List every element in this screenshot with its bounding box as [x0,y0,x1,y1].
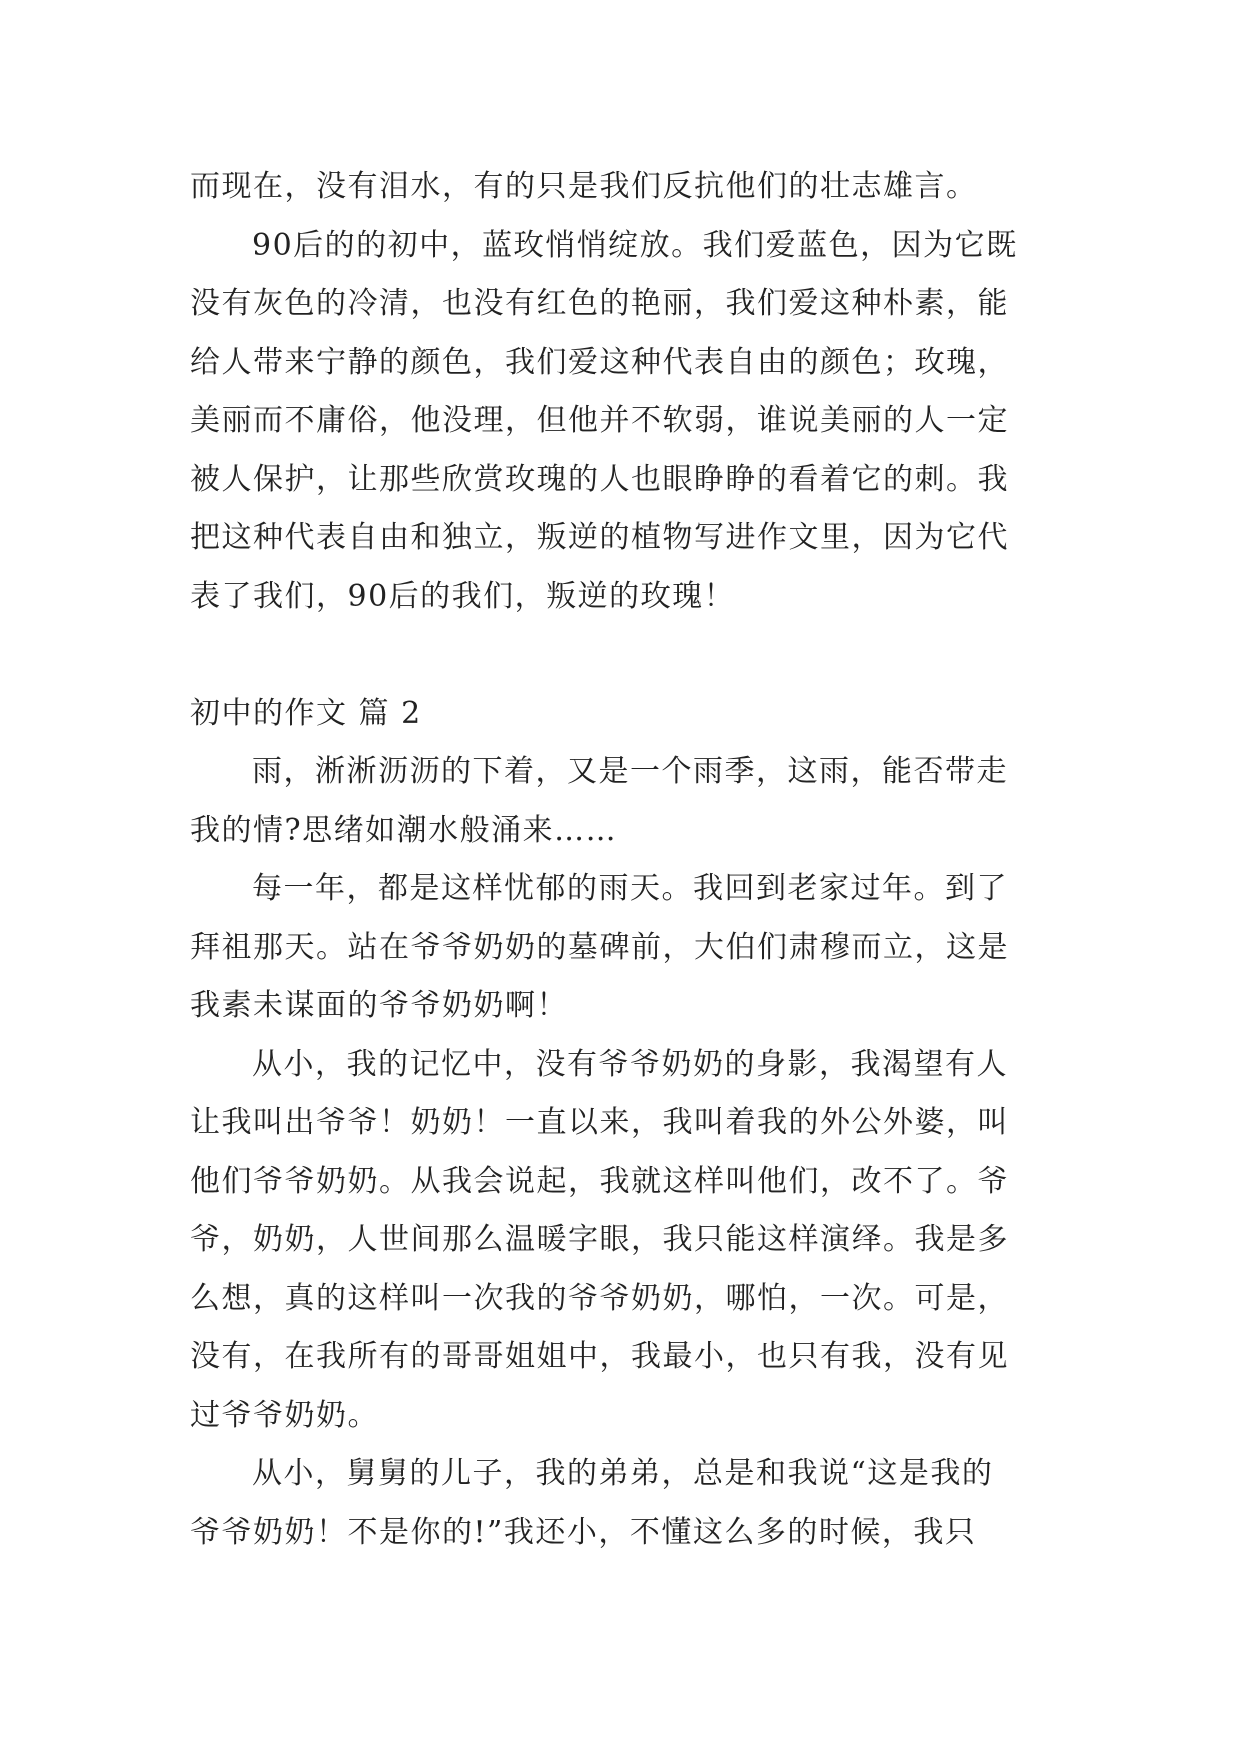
text-line: 过爷爷奶奶。 [190,1397,379,1433]
section-gap [190,626,1060,685]
section-heading: 初中的作文 篇 2 [190,695,422,731]
document-body [190,158,1060,1562]
text-line: 而现在，没有泪水，有的只是我们反抗他们的壮志雄言。 [190,169,978,204]
text-line: 没有灰色的冷清，也没有红色的艳丽，我们爱这种朴素，能 [190,286,1009,321]
text-line: 爷，奶奶，人世间那么温暖字眼，我只能这样演绎。我是多 [190,1222,1009,1257]
paragraph-1 [190,158,1060,217]
paragraph-2 [190,217,1060,627]
paragraph-6 [190,1445,1060,1562]
text-line: 么想，真的这样叫一次我的爷爷奶奶，哪怕，一次。可是， [190,1280,1009,1316]
text-line: 每一年，都是这样忧郁的雨天。我回到老家过年。到了 [252,871,1008,906]
text-line: 给人带来宁静的颜色，我们爱这种代表自由的颜色；玫瑰， [190,344,1009,380]
text-line: 被人保护，让那些欣赏玫瑰的人也眼睁睁的看着它的刺。我 [190,461,1009,497]
paragraph-5 [190,1036,1060,1446]
text-line: 90后的的初中，蓝玫悄悄绽放。我们爱蓝色，因为它既 [252,227,1018,263]
text-line: 从小，我的记忆中，没有爷爷奶奶的身影，我渴望有人 [252,1046,1008,1082]
text-line: 他们爷爷奶奶。从我会说起，我就这样叫他们，改不了。爷 [190,1163,1009,1199]
text-line: 我的情?思绪如潮水般涌来…… [190,812,618,848]
text-line: 让我叫出爷爷！奶奶！一直以来，我叫着我的外公外婆，叫 [190,1105,1009,1140]
text-line: 我素未谋面的爷爷奶奶啊！ [190,988,568,1023]
text-line: 美丽而不庸俗，他没理，但他并不软弱，谁说美丽的人一定 [190,403,1009,438]
text-line: 表了我们，90后的我们，叛逆的玫瑰！ [190,578,736,614]
paragraph-3 [190,743,1060,860]
paragraph-4 [190,860,1060,1036]
text-line: 爷爷奶奶！不是你的!”我还小，不懂这么多的时候，我只 [190,1514,977,1550]
text-line: 雨，淅淅沥沥的下着，又是一个雨季，这雨，能否带走 [252,754,1008,789]
text-line: 拜祖那天。站在爷爷奶奶的墓碑前，大伯们肃穆而立，这是 [190,929,1009,965]
text-line: 把这种代表自由和独立，叛逆的植物写进作文里，因为它代 [190,520,1009,555]
text-line: 没有，在我所有的哥哥姐姐中，我最小，也只有我，没有见 [190,1339,1009,1374]
text-line: 从小，舅舅的儿子，我的弟弟，总是和我说“这是我的 [252,1456,994,1491]
